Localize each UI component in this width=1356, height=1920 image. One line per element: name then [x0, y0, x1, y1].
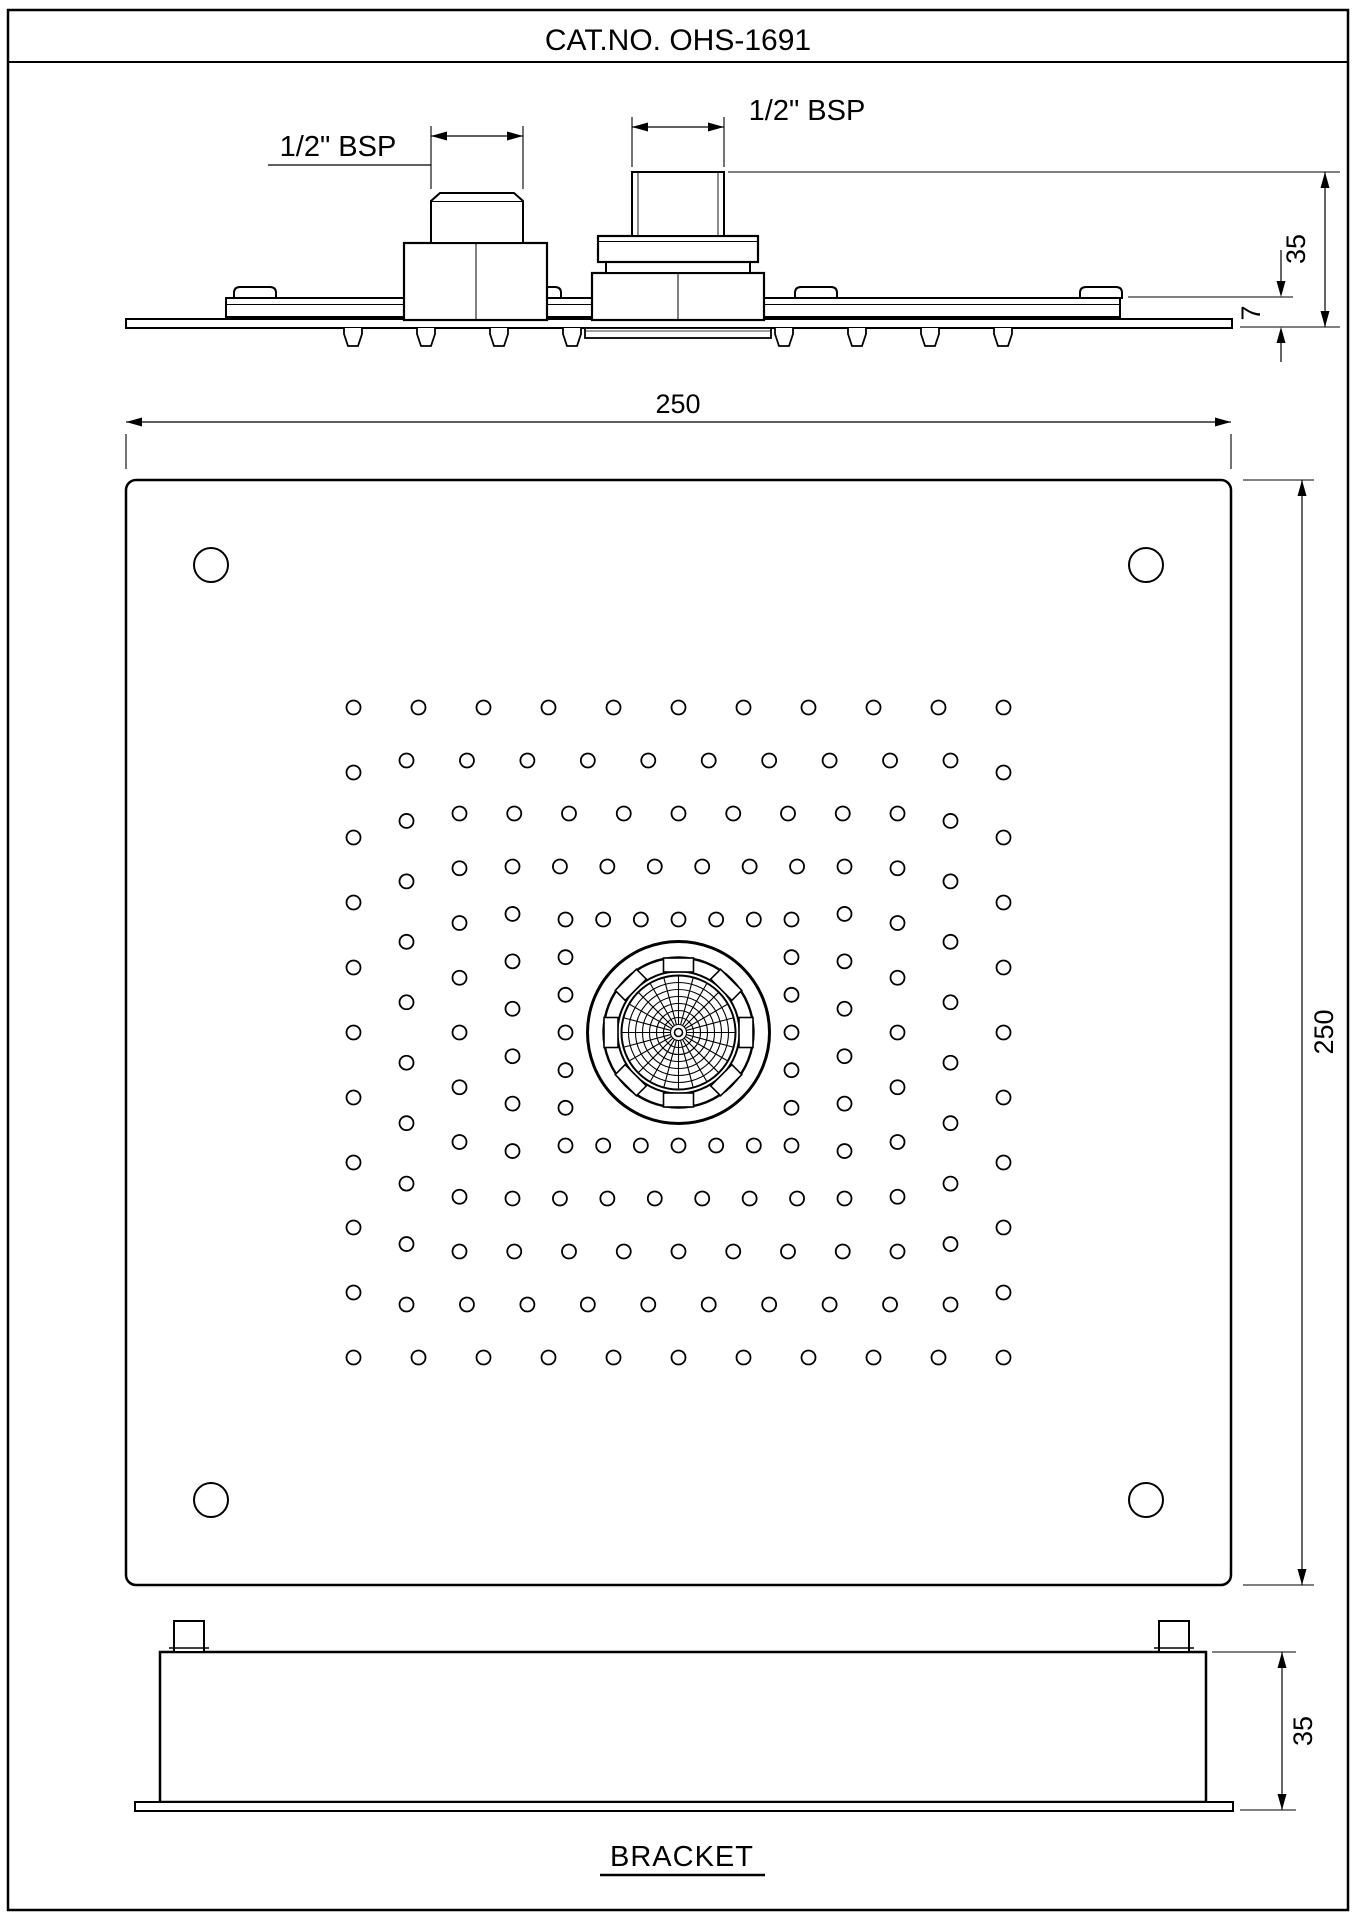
- spray-hole: [347, 961, 361, 975]
- corner-screw-hole: [194, 1483, 228, 1517]
- spray-hole: [997, 896, 1011, 910]
- spray-hole: [460, 754, 474, 768]
- spray-hole: [347, 831, 361, 845]
- spray-hole: [453, 916, 467, 930]
- spray-hole: [709, 913, 723, 927]
- spray-hole: [460, 1298, 474, 1312]
- bracket-base-strip: [135, 1802, 1233, 1811]
- spray-hole: [506, 1144, 520, 1158]
- spray-hole: [743, 860, 757, 874]
- spray-hole: [400, 995, 414, 1009]
- spray-hole: [347, 1351, 361, 1365]
- spray-hole: [997, 766, 1011, 780]
- corner-screw-hole: [1129, 548, 1163, 582]
- bracket-view: [135, 1621, 1233, 1875]
- spray-hole: [641, 754, 655, 768]
- spray-hole: [520, 1298, 534, 1312]
- spray-hole: [702, 754, 716, 768]
- spray-hole: [785, 1026, 799, 1040]
- spray-hole: [944, 935, 958, 949]
- spray-hole: [596, 913, 610, 927]
- spray-hole: [762, 1298, 776, 1312]
- arrowhead: [1278, 1652, 1287, 1668]
- spray-hole: [648, 860, 662, 874]
- spray-hole: [617, 807, 631, 821]
- spray-hole: [506, 1002, 520, 1016]
- plan-height-value: 250: [1309, 1009, 1339, 1055]
- spray-hole: [891, 861, 905, 875]
- spray-nozzle: [994, 328, 1012, 346]
- dim-bracket-height: [1212, 1652, 1318, 1810]
- spray-hole: [997, 1351, 1011, 1365]
- spray-hole: [542, 1351, 556, 1365]
- spray-hole: [559, 1026, 573, 1040]
- spray-hole: [581, 754, 595, 768]
- sprayer-tab: [739, 1018, 753, 1048]
- spray-hole: [802, 1351, 816, 1365]
- spray-hole: [506, 1049, 520, 1063]
- spray-hole: [562, 807, 576, 821]
- spray-hole: [507, 1245, 521, 1259]
- spray-hole: [562, 1245, 576, 1259]
- spray-hole: [347, 766, 361, 780]
- bracket-height-value: 35: [1288, 1715, 1318, 1747]
- spray-hole: [944, 814, 958, 828]
- spray-hole: [400, 1056, 414, 1070]
- sprayer-center-hole: [675, 1029, 683, 1037]
- spray-hole: [867, 701, 881, 715]
- spray-hole: [596, 1139, 610, 1153]
- spray-hole: [891, 1190, 905, 1204]
- spray-hole: [737, 701, 751, 715]
- bracket-clip: [234, 287, 276, 298]
- spray-hole: [997, 1091, 1011, 1105]
- spray-hole: [453, 1026, 467, 1040]
- spray-hole: [709, 1139, 723, 1153]
- dim-plan-width: [126, 389, 1231, 469]
- spray-hole: [944, 995, 958, 1009]
- spray-hole: [785, 1063, 799, 1077]
- bracket-body: [160, 1652, 1206, 1802]
- spray-hole: [883, 754, 897, 768]
- spray-hole: [838, 1049, 852, 1063]
- spray-hole: [617, 1245, 631, 1259]
- spray-hole: [672, 913, 686, 927]
- left-inlet-assembly: [404, 193, 547, 320]
- spray-hole: [785, 1139, 799, 1153]
- spray-hole: [997, 701, 1011, 715]
- center-inlet-pipe: [632, 172, 724, 236]
- spray-hole: [506, 1097, 520, 1111]
- spray-hole: [891, 1135, 905, 1149]
- spray-hole: [944, 1237, 958, 1251]
- spray-nozzle: [490, 328, 508, 346]
- sprayer-tab: [664, 958, 694, 972]
- spray-hole: [400, 814, 414, 828]
- spray-hole: [506, 860, 520, 874]
- spray-nozzle: [775, 328, 793, 346]
- corner-screw-hole: [1129, 1483, 1163, 1517]
- spray-nozzle: [417, 328, 435, 346]
- arrowhead: [1321, 311, 1330, 327]
- spray-hole: [997, 831, 1011, 845]
- spray-hole: [737, 1351, 751, 1365]
- spray-hole: [347, 896, 361, 910]
- spray-hole: [672, 701, 686, 715]
- arrowhead: [507, 132, 523, 141]
- spray-hole: [412, 1351, 426, 1365]
- spray-hole: [453, 971, 467, 985]
- spray-hole: [944, 1298, 958, 1312]
- spray-hole: [695, 860, 709, 874]
- spray-hole: [559, 913, 573, 927]
- sprayer-tab: [664, 1093, 694, 1107]
- spray-hole: [400, 1116, 414, 1130]
- spray-hole: [672, 1139, 686, 1153]
- spray-hole: [648, 1192, 662, 1206]
- spray-hole: [506, 1192, 520, 1206]
- spray-hole: [838, 1002, 852, 1016]
- spray-hole: [802, 701, 816, 715]
- spray-hole: [867, 1351, 881, 1365]
- arrowhead: [1215, 418, 1231, 427]
- spray-hole: [507, 807, 521, 821]
- spray-hole: [891, 971, 905, 985]
- spray-hole: [997, 1286, 1011, 1300]
- spray-hole: [347, 1156, 361, 1170]
- plan-view: [126, 480, 1231, 1585]
- spray-hole: [400, 1177, 414, 1191]
- spray-hole: [702, 1298, 716, 1312]
- spray-hole: [559, 1139, 573, 1153]
- spray-hole: [672, 1245, 686, 1259]
- spray-hole: [932, 701, 946, 715]
- left-inlet-pipe: [431, 193, 523, 243]
- spray-hole: [347, 1221, 361, 1235]
- bsp-right-label: 1/2" BSP: [748, 95, 866, 127]
- spray-hole: [944, 1116, 958, 1130]
- sprayer-mesh: [622, 976, 736, 1090]
- spray-hole: [944, 874, 958, 888]
- dim-bsp-right: [632, 95, 865, 167]
- spray-hole: [785, 950, 799, 964]
- spray-hole: [836, 807, 850, 821]
- spray-hole: [785, 1101, 799, 1115]
- spray-hole: [347, 1286, 361, 1300]
- spray-nozzle: [344, 328, 362, 346]
- spray-hole: [838, 907, 852, 921]
- bracket-clip: [1080, 287, 1122, 298]
- spray-hole: [553, 860, 567, 874]
- spray-hole: [891, 807, 905, 821]
- spray-hole: [477, 1351, 491, 1365]
- spray-hole: [559, 1063, 573, 1077]
- sprayer-tab: [604, 1018, 618, 1048]
- arrowhead: [1298, 480, 1307, 496]
- plate-thickness-value: 7: [1236, 305, 1266, 321]
- spray-hole: [997, 1221, 1011, 1235]
- spray-hole: [883, 1298, 897, 1312]
- central-sprayer: [588, 942, 770, 1124]
- spray-hole: [347, 701, 361, 715]
- spray-hole: [838, 1097, 852, 1111]
- spray-hole: [785, 913, 799, 927]
- spray-hole: [790, 860, 804, 874]
- arrowhead: [1298, 1569, 1307, 1585]
- title-text: CAT.NO. OHS-1691: [544, 24, 812, 57]
- spray-hole: [542, 701, 556, 715]
- spray-nozzle: [563, 328, 581, 346]
- spray-hole: [672, 807, 686, 821]
- spray-hole: [695, 1192, 709, 1206]
- spray-hole: [891, 1080, 905, 1094]
- spray-nozzle: [848, 328, 866, 346]
- spray-hole: [836, 1245, 850, 1259]
- spray-hole: [891, 916, 905, 930]
- spray-nozzle: [921, 328, 939, 346]
- spray-hole: [477, 701, 491, 715]
- spray-hole: [400, 754, 414, 768]
- bracket-clip: [795, 287, 837, 298]
- spray-hole: [347, 1026, 361, 1040]
- dim-bsp-left: [268, 126, 523, 189]
- spray-hole: [672, 1351, 686, 1365]
- spray-hole: [506, 907, 520, 921]
- spray-hole: [790, 1192, 804, 1206]
- dim-plan-height: [1243, 480, 1339, 1585]
- arrowhead: [1277, 327, 1286, 343]
- spray-hole: [453, 807, 467, 821]
- spray-hole: [838, 1192, 852, 1206]
- spray-hole: [506, 954, 520, 968]
- spray-hole: [607, 701, 621, 715]
- spray-hole: [600, 1192, 614, 1206]
- arrowhead: [708, 123, 724, 132]
- spray-hole: [823, 754, 837, 768]
- spray-hole: [400, 874, 414, 888]
- spray-hole: [781, 807, 795, 821]
- arrowhead: [1321, 172, 1330, 188]
- spray-hole: [641, 1298, 655, 1312]
- dim-plate-thickness: [1128, 250, 1293, 362]
- spray-hole: [559, 1101, 573, 1115]
- spray-hole: [607, 1351, 621, 1365]
- spray-hole: [785, 988, 799, 1002]
- corner-screw-hole: [194, 548, 228, 582]
- spray-hole: [581, 1298, 595, 1312]
- spray-hole: [997, 1026, 1011, 1040]
- spray-hole: [634, 913, 648, 927]
- spray-hole: [520, 754, 534, 768]
- spray-hole: [743, 1192, 757, 1206]
- bracket-label: BRACKET: [610, 1841, 754, 1873]
- spray-hole: [944, 1177, 958, 1191]
- spray-hole: [553, 1192, 567, 1206]
- spray-hole: [347, 1091, 361, 1105]
- bsp-left-label: 1/2" BSP: [279, 131, 397, 163]
- spray-hole: [781, 1245, 795, 1259]
- center-inlet-flange: [598, 236, 758, 262]
- spray-hole: [838, 860, 852, 874]
- arrowhead: [1277, 281, 1286, 297]
- spray-hole: [762, 754, 776, 768]
- spray-hole: [838, 954, 852, 968]
- spray-hole: [823, 1298, 837, 1312]
- spray-hole: [400, 1298, 414, 1312]
- spray-hole: [838, 1144, 852, 1158]
- sprayer-recess-side: [585, 328, 771, 338]
- spray-hole: [932, 1351, 946, 1365]
- spray-hole: [634, 1139, 648, 1153]
- spray-hole: [726, 1245, 740, 1259]
- spray-hole: [891, 1245, 905, 1259]
- inlet-height-value: 35: [1281, 233, 1311, 265]
- elevation-view: [126, 172, 1232, 346]
- spray-hole: [453, 1245, 467, 1259]
- spray-hole: [412, 701, 426, 715]
- spray-hole: [559, 950, 573, 964]
- spray-hole: [726, 807, 740, 821]
- spray-hole: [559, 988, 573, 1002]
- arrowhead: [1278, 1794, 1287, 1810]
- spray-hole: [400, 1237, 414, 1251]
- spray-hole: [747, 1139, 761, 1153]
- spray-hole: [453, 1190, 467, 1204]
- spray-hole: [453, 1080, 467, 1094]
- spray-hole: [453, 1135, 467, 1149]
- plan-width-value: 250: [655, 389, 701, 419]
- arrowhead: [632, 123, 648, 132]
- spray-hole: [997, 961, 1011, 975]
- spray-hole: [400, 935, 414, 949]
- spray-hole: [891, 1026, 905, 1040]
- spray-hole: [600, 860, 614, 874]
- spray-hole: [747, 913, 761, 927]
- spray-hole: [944, 1056, 958, 1070]
- arrowhead: [431, 132, 447, 141]
- center-inlet-assembly: [592, 172, 764, 320]
- center-inlet-step: [606, 262, 750, 273]
- arrowhead: [126, 418, 142, 427]
- spray-hole: [453, 861, 467, 875]
- spray-hole: [944, 754, 958, 768]
- spray-hole: [997, 1156, 1011, 1170]
